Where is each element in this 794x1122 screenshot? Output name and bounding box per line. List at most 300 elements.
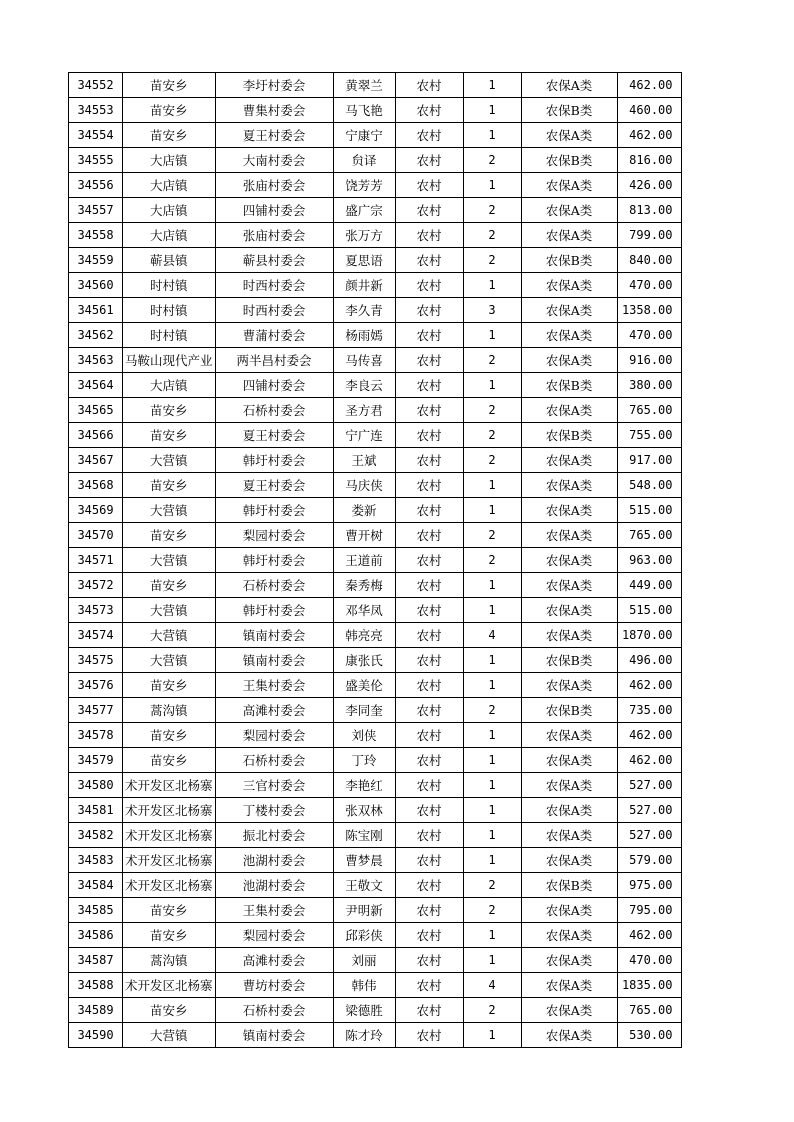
amount-cell: 527.00 bbox=[617, 773, 681, 798]
household-size-cell: 2 bbox=[463, 148, 521, 173]
table-row bbox=[69, 398, 682, 423]
amount-cell: 917.00 bbox=[617, 448, 681, 473]
insurance-category-cell: 农保A类 bbox=[521, 123, 617, 148]
amount-cell: 460.00 bbox=[617, 98, 681, 123]
household-type-cell: 农村 bbox=[395, 648, 463, 673]
amount-cell: 735.00 bbox=[617, 698, 681, 723]
table-row bbox=[69, 998, 682, 1023]
table-row bbox=[69, 198, 682, 223]
household-type-cell: 农村 bbox=[395, 923, 463, 948]
person-name-cell: 秦秀梅 bbox=[333, 573, 395, 598]
household-type-cell: 农村 bbox=[395, 348, 463, 373]
household-size-cell: 2 bbox=[463, 223, 521, 248]
household-type-cell: 农村 bbox=[395, 548, 463, 573]
township-cell: 苗安乡 bbox=[123, 673, 216, 698]
person-name-cell: 韩亮亮 bbox=[333, 623, 395, 648]
township-cell: 苗安乡 bbox=[123, 898, 216, 923]
household-type-cell: 农村 bbox=[395, 823, 463, 848]
insurance-category-cell: 农保A类 bbox=[521, 348, 617, 373]
village-committee-cell: 镇南村委会 bbox=[215, 648, 333, 673]
record-id-cell: 34566 bbox=[69, 423, 123, 448]
village-committee-cell: 曹集村委会 bbox=[215, 98, 333, 123]
insurance-category-cell: 农保A类 bbox=[521, 173, 617, 198]
person-name-cell: 刘侠 bbox=[333, 723, 395, 748]
table-row bbox=[69, 448, 682, 473]
village-committee-cell: 韩圩村委会 bbox=[215, 598, 333, 623]
record-id-cell: 34560 bbox=[69, 273, 123, 298]
household-type-cell: 农村 bbox=[395, 248, 463, 273]
insurance-category-cell: 农保A类 bbox=[521, 623, 617, 648]
amount-cell: 765.00 bbox=[617, 398, 681, 423]
township-cell: 苗安乡 bbox=[123, 573, 216, 598]
township-cell: 大营镇 bbox=[123, 498, 216, 523]
township-cell: 苗安乡 bbox=[123, 398, 216, 423]
record-id-cell: 34554 bbox=[69, 123, 123, 148]
person-name-cell: 宁广连 bbox=[333, 423, 395, 448]
household-type-cell: 农村 bbox=[395, 748, 463, 773]
township-cell: 苗安乡 bbox=[123, 423, 216, 448]
record-id-cell: 34589 bbox=[69, 998, 123, 1023]
township-cell: 苗安乡 bbox=[123, 473, 216, 498]
table-row bbox=[69, 698, 682, 723]
record-id-cell: 34578 bbox=[69, 723, 123, 748]
amount-cell: 975.00 bbox=[617, 873, 681, 898]
township-cell: 术开发区北杨寨 bbox=[123, 823, 216, 848]
amount-cell: 462.00 bbox=[617, 748, 681, 773]
township-cell: 大营镇 bbox=[123, 598, 216, 623]
amount-cell: 1835.00 bbox=[617, 973, 681, 998]
village-committee-cell: 大南村委会 bbox=[215, 148, 333, 173]
record-id-cell: 34564 bbox=[69, 373, 123, 398]
record-id-cell: 34569 bbox=[69, 498, 123, 523]
household-size-cell: 1 bbox=[463, 323, 521, 348]
person-name-cell: 李久青 bbox=[333, 298, 395, 323]
record-id-cell: 34555 bbox=[69, 148, 123, 173]
record-id-cell: 34590 bbox=[69, 1023, 123, 1048]
village-committee-cell: 振北村委会 bbox=[215, 823, 333, 848]
person-name-cell: 梁德胜 bbox=[333, 998, 395, 1023]
township-cell: 蕲县镇 bbox=[123, 248, 216, 273]
amount-cell: 462.00 bbox=[617, 923, 681, 948]
table-row bbox=[69, 673, 682, 698]
table-row bbox=[69, 373, 682, 398]
township-cell: 术开发区北杨寨 bbox=[123, 798, 216, 823]
table-row bbox=[69, 623, 682, 648]
household-size-cell: 1 bbox=[463, 923, 521, 948]
insurance-category-cell: 农保A类 bbox=[521, 323, 617, 348]
insurance-category-cell: 农保A类 bbox=[521, 598, 617, 623]
record-id-cell: 34577 bbox=[69, 698, 123, 723]
record-id-cell: 34583 bbox=[69, 848, 123, 873]
household-type-cell: 农村 bbox=[395, 298, 463, 323]
insurance-category-cell: 农保B类 bbox=[521, 98, 617, 123]
township-cell: 大营镇 bbox=[123, 623, 216, 648]
household-size-cell: 1 bbox=[463, 948, 521, 973]
insurance-category-cell: 农保A类 bbox=[521, 673, 617, 698]
household-size-cell: 1 bbox=[463, 723, 521, 748]
record-id-cell: 34553 bbox=[69, 98, 123, 123]
village-committee-cell: 韩圩村委会 bbox=[215, 498, 333, 523]
household-type-cell: 农村 bbox=[395, 573, 463, 598]
household-size-cell: 3 bbox=[463, 298, 521, 323]
insurance-category-cell: 农保A类 bbox=[521, 398, 617, 423]
household-type-cell: 农村 bbox=[395, 623, 463, 648]
household-type-cell: 农村 bbox=[395, 973, 463, 998]
table-row bbox=[69, 898, 682, 923]
township-cell: 苗安乡 bbox=[123, 123, 216, 148]
table-row bbox=[69, 748, 682, 773]
household-size-cell: 2 bbox=[463, 698, 521, 723]
village-committee-cell: 夏王村委会 bbox=[215, 473, 333, 498]
amount-cell: 755.00 bbox=[617, 423, 681, 448]
household-type-cell: 农村 bbox=[395, 423, 463, 448]
amount-cell: 449.00 bbox=[617, 573, 681, 598]
amount-cell: 470.00 bbox=[617, 948, 681, 973]
township-cell: 大店镇 bbox=[123, 148, 216, 173]
table-row bbox=[69, 248, 682, 273]
person-name-cell: 康张氏 bbox=[333, 648, 395, 673]
household-type-cell: 农村 bbox=[395, 598, 463, 623]
person-name-cell: 韩伟 bbox=[333, 973, 395, 998]
table-row bbox=[69, 423, 682, 448]
person-name-cell: 夏思语 bbox=[333, 248, 395, 273]
township-cell: 大营镇 bbox=[123, 548, 216, 573]
table-row bbox=[69, 948, 682, 973]
amount-cell: 470.00 bbox=[617, 273, 681, 298]
township-cell: 术开发区北杨寨 bbox=[123, 848, 216, 873]
person-name-cell: 马飞艳 bbox=[333, 98, 395, 123]
record-id-cell: 34588 bbox=[69, 973, 123, 998]
village-committee-cell: 镇南村委会 bbox=[215, 623, 333, 648]
table-row bbox=[69, 473, 682, 498]
village-committee-cell: 蕲县村委会 bbox=[215, 248, 333, 273]
table-row bbox=[69, 598, 682, 623]
person-name-cell: 曹梦晨 bbox=[333, 848, 395, 873]
person-name-cell: 盛美伦 bbox=[333, 673, 395, 698]
amount-cell: 963.00 bbox=[617, 548, 681, 573]
household-size-cell: 1 bbox=[463, 273, 521, 298]
village-committee-cell: 夏王村委会 bbox=[215, 423, 333, 448]
village-committee-cell: 池湖村委会 bbox=[215, 873, 333, 898]
insurance-category-cell: 农保A类 bbox=[521, 923, 617, 948]
insurance-category-cell: 农保A类 bbox=[521, 298, 617, 323]
household-size-cell: 1 bbox=[463, 373, 521, 398]
village-committee-cell: 丁楼村委会 bbox=[215, 798, 333, 823]
person-name-cell: 黄翠兰 bbox=[333, 73, 395, 98]
record-id-cell: 34559 bbox=[69, 248, 123, 273]
village-committee-cell: 高滩村委会 bbox=[215, 698, 333, 723]
record-id-cell: 34585 bbox=[69, 898, 123, 923]
record-id-cell: 34562 bbox=[69, 323, 123, 348]
person-name-cell: 娄新 bbox=[333, 498, 395, 523]
insurance-category-cell: 农保A类 bbox=[521, 448, 617, 473]
household-size-cell: 1 bbox=[463, 98, 521, 123]
table-row bbox=[69, 298, 682, 323]
person-name-cell: 邓华凤 bbox=[333, 598, 395, 623]
township-cell: 大店镇 bbox=[123, 373, 216, 398]
village-committee-cell: 两半昌村委会 bbox=[215, 348, 333, 373]
insurance-category-cell: 农保A类 bbox=[521, 498, 617, 523]
record-id-cell: 34552 bbox=[69, 73, 123, 98]
township-cell: 大营镇 bbox=[123, 448, 216, 473]
person-name-cell: 张万方 bbox=[333, 223, 395, 248]
amount-cell: 530.00 bbox=[617, 1023, 681, 1048]
person-name-cell: 王斌 bbox=[333, 448, 395, 473]
household-size-cell: 2 bbox=[463, 398, 521, 423]
household-type-cell: 农村 bbox=[395, 98, 463, 123]
amount-cell: 795.00 bbox=[617, 898, 681, 923]
record-id-cell: 34571 bbox=[69, 548, 123, 573]
household-type-cell: 农村 bbox=[395, 873, 463, 898]
insurance-category-cell: 农保A类 bbox=[521, 898, 617, 923]
amount-cell: 470.00 bbox=[617, 323, 681, 348]
insurance-category-cell: 农保A类 bbox=[521, 973, 617, 998]
village-committee-cell: 高滩村委会 bbox=[215, 948, 333, 973]
household-size-cell: 1 bbox=[463, 648, 521, 673]
amount-cell: 813.00 bbox=[617, 198, 681, 223]
household-size-cell: 2 bbox=[463, 548, 521, 573]
household-type-cell: 农村 bbox=[395, 198, 463, 223]
household-type-cell: 农村 bbox=[395, 948, 463, 973]
household-size-cell: 1 bbox=[463, 73, 521, 98]
household-size-cell: 1 bbox=[463, 173, 521, 198]
household-type-cell: 农村 bbox=[395, 223, 463, 248]
township-cell: 苗安乡 bbox=[123, 723, 216, 748]
household-type-cell: 农村 bbox=[395, 773, 463, 798]
township-cell: 大营镇 bbox=[123, 648, 216, 673]
table-row bbox=[69, 148, 682, 173]
village-committee-cell: 四铺村委会 bbox=[215, 198, 333, 223]
household-type-cell: 农村 bbox=[395, 998, 463, 1023]
township-cell: 大营镇 bbox=[123, 1023, 216, 1048]
amount-cell: 765.00 bbox=[617, 523, 681, 548]
table-row bbox=[69, 773, 682, 798]
household-size-cell: 2 bbox=[463, 248, 521, 273]
household-size-cell: 1 bbox=[463, 123, 521, 148]
record-id-cell: 34570 bbox=[69, 523, 123, 548]
township-cell: 大店镇 bbox=[123, 223, 216, 248]
table-row bbox=[69, 923, 682, 948]
record-id-cell: 34563 bbox=[69, 348, 123, 373]
household-size-cell: 2 bbox=[463, 448, 521, 473]
person-name-cell: 杨雨嫣 bbox=[333, 323, 395, 348]
amount-cell: 462.00 bbox=[617, 123, 681, 148]
person-name-cell: 刘丽 bbox=[333, 948, 395, 973]
insurance-category-cell: 农保A类 bbox=[521, 823, 617, 848]
insurance-category-cell: 农保B类 bbox=[521, 248, 617, 273]
township-cell: 大店镇 bbox=[123, 198, 216, 223]
person-name-cell: 宁康宁 bbox=[333, 123, 395, 148]
amount-cell: 515.00 bbox=[617, 498, 681, 523]
record-id-cell: 34565 bbox=[69, 398, 123, 423]
village-committee-cell: 王集村委会 bbox=[215, 673, 333, 698]
household-type-cell: 农村 bbox=[395, 398, 463, 423]
household-type-cell: 农村 bbox=[395, 73, 463, 98]
household-size-cell: 2 bbox=[463, 898, 521, 923]
insurance-category-cell: 农保A类 bbox=[521, 73, 617, 98]
table-row bbox=[69, 348, 682, 373]
person-name-cell: 马传喜 bbox=[333, 348, 395, 373]
township-cell: 苗安乡 bbox=[123, 98, 216, 123]
record-id-cell: 34581 bbox=[69, 798, 123, 823]
record-id-cell: 34568 bbox=[69, 473, 123, 498]
township-cell: 苗安乡 bbox=[123, 748, 216, 773]
household-type-cell: 农村 bbox=[395, 673, 463, 698]
table-row bbox=[69, 648, 682, 673]
township-cell: 苗安乡 bbox=[123, 523, 216, 548]
township-cell: 术开发区北杨寨 bbox=[123, 973, 216, 998]
insurance-category-cell: 农保A类 bbox=[521, 748, 617, 773]
village-committee-cell: 三官村委会 bbox=[215, 773, 333, 798]
village-committee-cell: 时西村委会 bbox=[215, 298, 333, 323]
table-row bbox=[69, 323, 682, 348]
household-type-cell: 农村 bbox=[395, 323, 463, 348]
table-row bbox=[69, 548, 682, 573]
amount-cell: 799.00 bbox=[617, 223, 681, 248]
township-cell: 苗安乡 bbox=[123, 923, 216, 948]
village-committee-cell: 张庙村委会 bbox=[215, 223, 333, 248]
village-committee-cell: 石桥村委会 bbox=[215, 573, 333, 598]
table-row bbox=[69, 173, 682, 198]
township-cell: 时村镇 bbox=[123, 298, 216, 323]
village-committee-cell: 曹坊村委会 bbox=[215, 973, 333, 998]
village-committee-cell: 王集村委会 bbox=[215, 898, 333, 923]
record-id-cell: 34575 bbox=[69, 648, 123, 673]
table-row bbox=[69, 223, 682, 248]
village-committee-cell: 镇南村委会 bbox=[215, 1023, 333, 1048]
person-name-cell: 丁玲 bbox=[333, 748, 395, 773]
insurance-category-cell: 农保A类 bbox=[521, 573, 617, 598]
welfare-records-table bbox=[68, 72, 682, 1048]
household-size-cell: 2 bbox=[463, 523, 521, 548]
household-size-cell: 1 bbox=[463, 673, 521, 698]
table-row bbox=[69, 498, 682, 523]
household-type-cell: 农村 bbox=[395, 498, 463, 523]
village-committee-cell: 夏王村委会 bbox=[215, 123, 333, 148]
insurance-category-cell: 农保A类 bbox=[521, 948, 617, 973]
insurance-category-cell: 农保A类 bbox=[521, 548, 617, 573]
household-size-cell: 1 bbox=[463, 823, 521, 848]
person-name-cell: 陈才玲 bbox=[333, 1023, 395, 1048]
household-type-cell: 农村 bbox=[395, 273, 463, 298]
insurance-category-cell: 农保B类 bbox=[521, 373, 617, 398]
amount-cell: 527.00 bbox=[617, 798, 681, 823]
record-id-cell: 34557 bbox=[69, 198, 123, 223]
record-id-cell: 34582 bbox=[69, 823, 123, 848]
record-id-cell: 34584 bbox=[69, 873, 123, 898]
township-cell: 术开发区北杨寨 bbox=[123, 873, 216, 898]
household-size-cell: 1 bbox=[463, 773, 521, 798]
amount-cell: 579.00 bbox=[617, 848, 681, 873]
household-type-cell: 农村 bbox=[395, 373, 463, 398]
record-id-cell: 34573 bbox=[69, 598, 123, 623]
household-size-cell: 1 bbox=[463, 748, 521, 773]
household-type-cell: 农村 bbox=[395, 123, 463, 148]
household-type-cell: 农村 bbox=[395, 698, 463, 723]
township-cell: 苗安乡 bbox=[123, 73, 216, 98]
village-committee-cell: 李圩村委会 bbox=[215, 73, 333, 98]
village-committee-cell: 石桥村委会 bbox=[215, 998, 333, 1023]
household-size-cell: 2 bbox=[463, 198, 521, 223]
township-cell: 蒿沟镇 bbox=[123, 698, 216, 723]
household-size-cell: 4 bbox=[463, 623, 521, 648]
township-cell: 大店镇 bbox=[123, 173, 216, 198]
household-size-cell: 2 bbox=[463, 423, 521, 448]
household-type-cell: 农村 bbox=[395, 173, 463, 198]
insurance-category-cell: 农保B类 bbox=[521, 148, 617, 173]
table-row bbox=[69, 73, 682, 98]
insurance-category-cell: 农保A类 bbox=[521, 848, 617, 873]
household-size-cell: 1 bbox=[463, 1023, 521, 1048]
amount-cell: 380.00 bbox=[617, 373, 681, 398]
table-row bbox=[69, 823, 682, 848]
amount-cell: 462.00 bbox=[617, 723, 681, 748]
amount-cell: 916.00 bbox=[617, 348, 681, 373]
person-name-cell: 马庆侠 bbox=[333, 473, 395, 498]
insurance-category-cell: 农保B类 bbox=[521, 648, 617, 673]
insurance-category-cell: 农保B类 bbox=[521, 423, 617, 448]
table-row bbox=[69, 123, 682, 148]
person-name-cell: 李艳红 bbox=[333, 773, 395, 798]
township-cell: 时村镇 bbox=[123, 273, 216, 298]
amount-cell: 765.00 bbox=[617, 998, 681, 1023]
household-type-cell: 农村 bbox=[395, 448, 463, 473]
amount-cell: 462.00 bbox=[617, 73, 681, 98]
insurance-category-cell: 农保B类 bbox=[521, 873, 617, 898]
village-committee-cell: 石桥村委会 bbox=[215, 398, 333, 423]
person-name-cell: 盛广宗 bbox=[333, 198, 395, 223]
household-type-cell: 农村 bbox=[395, 148, 463, 173]
household-type-cell: 农村 bbox=[395, 523, 463, 548]
household-size-cell: 2 bbox=[463, 348, 521, 373]
person-name-cell: 陈宝刚 bbox=[333, 823, 395, 848]
household-size-cell: 2 bbox=[463, 998, 521, 1023]
table-row bbox=[69, 973, 682, 998]
person-name-cell: 王道前 bbox=[333, 548, 395, 573]
household-size-cell: 1 bbox=[463, 573, 521, 598]
amount-cell: 1870.00 bbox=[617, 623, 681, 648]
amount-cell: 816.00 bbox=[617, 148, 681, 173]
amount-cell: 515.00 bbox=[617, 598, 681, 623]
village-committee-cell: 韩圩村委会 bbox=[215, 548, 333, 573]
person-name-cell: 王敬文 bbox=[333, 873, 395, 898]
household-type-cell: 农村 bbox=[395, 898, 463, 923]
amount-cell: 462.00 bbox=[617, 673, 681, 698]
amount-cell: 1358.00 bbox=[617, 298, 681, 323]
record-id-cell: 34574 bbox=[69, 623, 123, 648]
village-committee-cell: 石桥村委会 bbox=[215, 748, 333, 773]
table-row bbox=[69, 273, 682, 298]
record-id-cell: 34586 bbox=[69, 923, 123, 948]
person-name-cell: 李良云 bbox=[333, 373, 395, 398]
insurance-category-cell: 农保A类 bbox=[521, 198, 617, 223]
household-type-cell: 农村 bbox=[395, 798, 463, 823]
record-id-cell: 34556 bbox=[69, 173, 123, 198]
table-body bbox=[69, 73, 682, 1048]
table-row bbox=[69, 573, 682, 598]
table-row bbox=[69, 523, 682, 548]
record-id-cell: 34567 bbox=[69, 448, 123, 473]
village-committee-cell: 梨园村委会 bbox=[215, 723, 333, 748]
record-id-cell: 34580 bbox=[69, 773, 123, 798]
village-committee-cell: 张庙村委会 bbox=[215, 173, 333, 198]
insurance-category-cell: 农保A类 bbox=[521, 798, 617, 823]
amount-cell: 548.00 bbox=[617, 473, 681, 498]
insurance-category-cell: 农保B类 bbox=[521, 698, 617, 723]
record-id-cell: 34579 bbox=[69, 748, 123, 773]
table-row bbox=[69, 1023, 682, 1048]
person-name-cell: 贠译 bbox=[333, 148, 395, 173]
